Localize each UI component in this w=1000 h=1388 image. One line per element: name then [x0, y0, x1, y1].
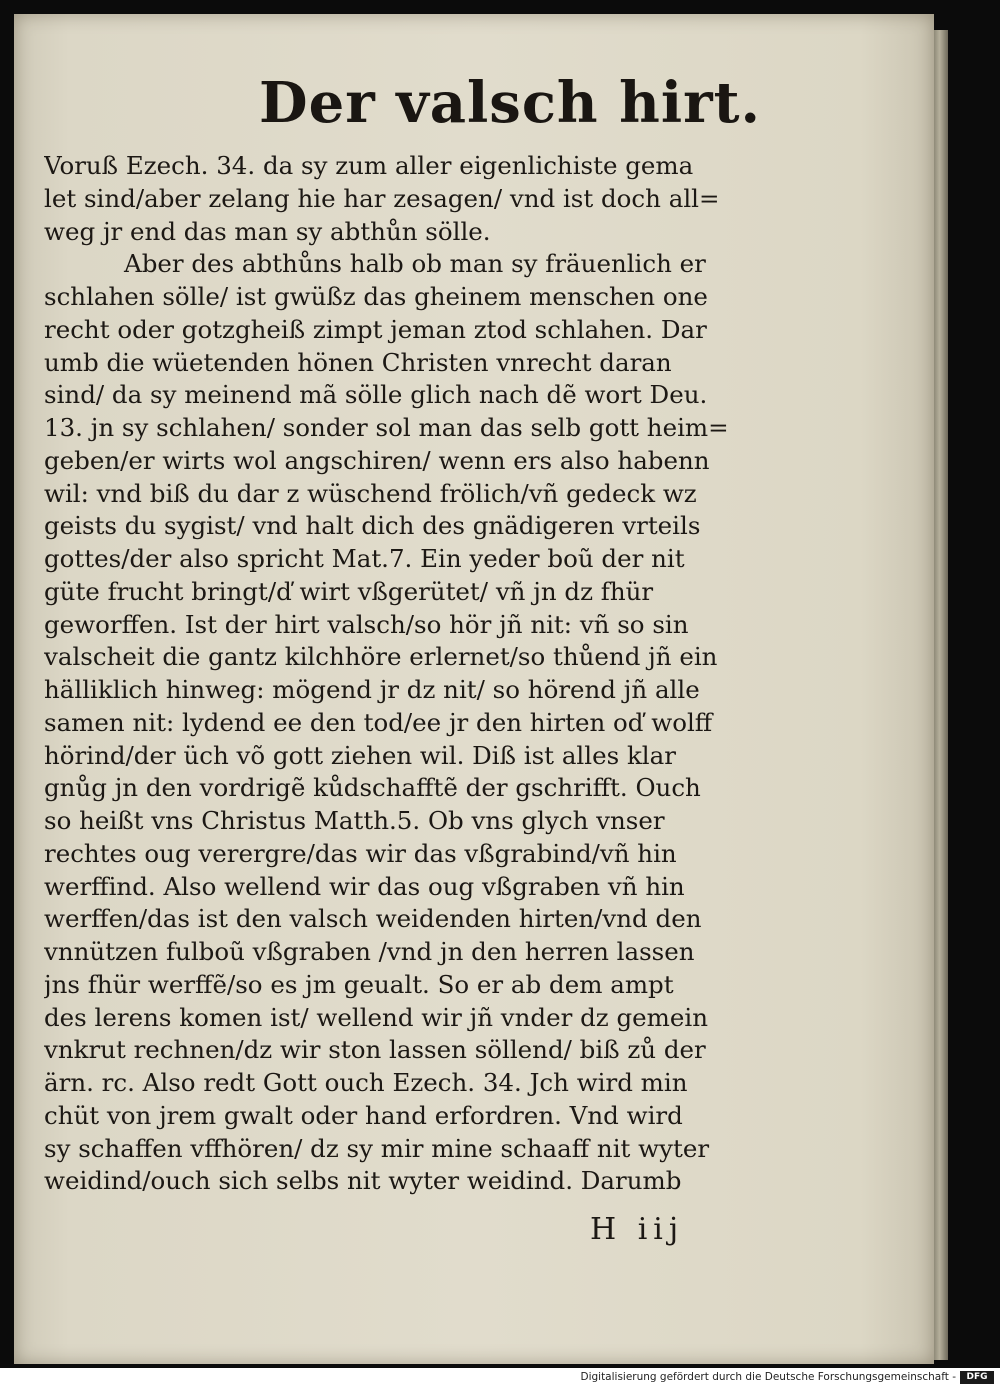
text-line: vnnützen fulboũ vßgraben /vnd jn den herren lassen [44, 937, 695, 966]
text-line: werffind. Also wellend wir das oug vßgraben vñ hin [44, 871, 685, 901]
text-line: jns fhür werffẽ/so es jm geualt. So er ab dem ampt [44, 969, 674, 999]
text-line: so heißt vns Christus Matth.5. Ob vns glych vnser [44, 806, 665, 835]
text-line: umb die wüetenden hönen Christen vnrecht daran [44, 347, 672, 377]
funding-note: Digitalisierung gefördert durch die Deutsche Forschungsgemeinschaft - [580, 1371, 956, 1383]
text-line: rechtes oug verergre/das wir das vßgrabind/vñ hin [44, 838, 677, 868]
text-line: güte frucht bringt/ď wirt vßgerütet/ vñ jn dz fhür [44, 576, 654, 606]
text-line: geists du sygist/ vnd halt dich des gnädigeren vrteils [44, 511, 701, 541]
text-line: chüt von jrem gwalt oder hand erfordren. Vnd wird [44, 1100, 683, 1130]
text-line: hälliklich hinweg: mögend jr dz nit/ so hörend jñ alle [44, 675, 700, 704]
text-line: werffen/das ist den valsch weidenden hirten/vnd den [44, 904, 702, 934]
page-title: Der valsch hirt. [259, 70, 761, 136]
text-line: sind/ da sy meinend mã sölle glich nach dẽ wort Deu. [44, 380, 708, 410]
text-line: sy schaffen vffhören/ dz sy mir mine schaaff nit wyter [44, 1133, 710, 1163]
text-line: valscheit die gantz kilchhöre erlernet/so thůend jñ ein [44, 642, 718, 672]
page-edge [934, 30, 948, 1360]
text-line: Aber des abthůns halb ob man sy fräuenlich er [124, 249, 706, 279]
text-line: des lerens komen ist/ wellend wir jñ vnder dz gemein [44, 1002, 708, 1032]
text-line: samen nit: lydend ee den tod/ee jr den hirten oď wolff [44, 707, 713, 737]
text-line: vnkrut rechnen/dz wir ston lassen söllend/ biß zů der [44, 1035, 706, 1065]
text-line: gottes/der also spricht Mat.7. Ein yeder boũ der nit [44, 544, 685, 573]
footer-bar [0, 1368, 1000, 1388]
text-line: gnůg jn den vordrigẽ kůdschafftẽ der gschrifft. Ouch [44, 773, 701, 803]
dfg-logo-icon: DFG [960, 1371, 994, 1384]
text-line: wil: vnd biß du dar z wüschend frölich/vñ gedeck wz [44, 478, 697, 508]
text-line: weidind/ouch sich selbs nit wyter weidind. Darumb [44, 1166, 682, 1196]
text-line: recht oder gotzgheiß zimpt jeman ztod schlahen. Dar [44, 314, 707, 344]
text-line: let sind/aber zelang hie har zesagen/ vnd ist doch all= [44, 183, 720, 213]
text-line: Voruß Ezech. 34. da sy zum aller eigenlichiste gema [44, 151, 694, 180]
text-line: weg jr end das man sy abthůn sölle. [44, 216, 491, 246]
text-line: 13. jn sy schlahen/ sonder sol man das selb gott heim= [44, 413, 729, 442]
text-line: geben/er wirts wol angschiren/ wenn ers also habenn [44, 445, 710, 475]
text-line: hörind/der üch võ gott ziehen wil. Diß ist alles klar [44, 740, 676, 770]
text-line: geworffen. Ist der hirt valsch/so hör jñ nit: vñ so sin [44, 609, 689, 639]
text-line: schlahen sölle/ ist gwüßz das gheinem menschen one [44, 282, 708, 311]
text-line: ärn. rc. Also redt Gott ouch Ezech. 34. Jch wird min [44, 1068, 688, 1097]
signature-mark: H iij [590, 1212, 685, 1247]
body-text [44, 150, 894, 1198]
